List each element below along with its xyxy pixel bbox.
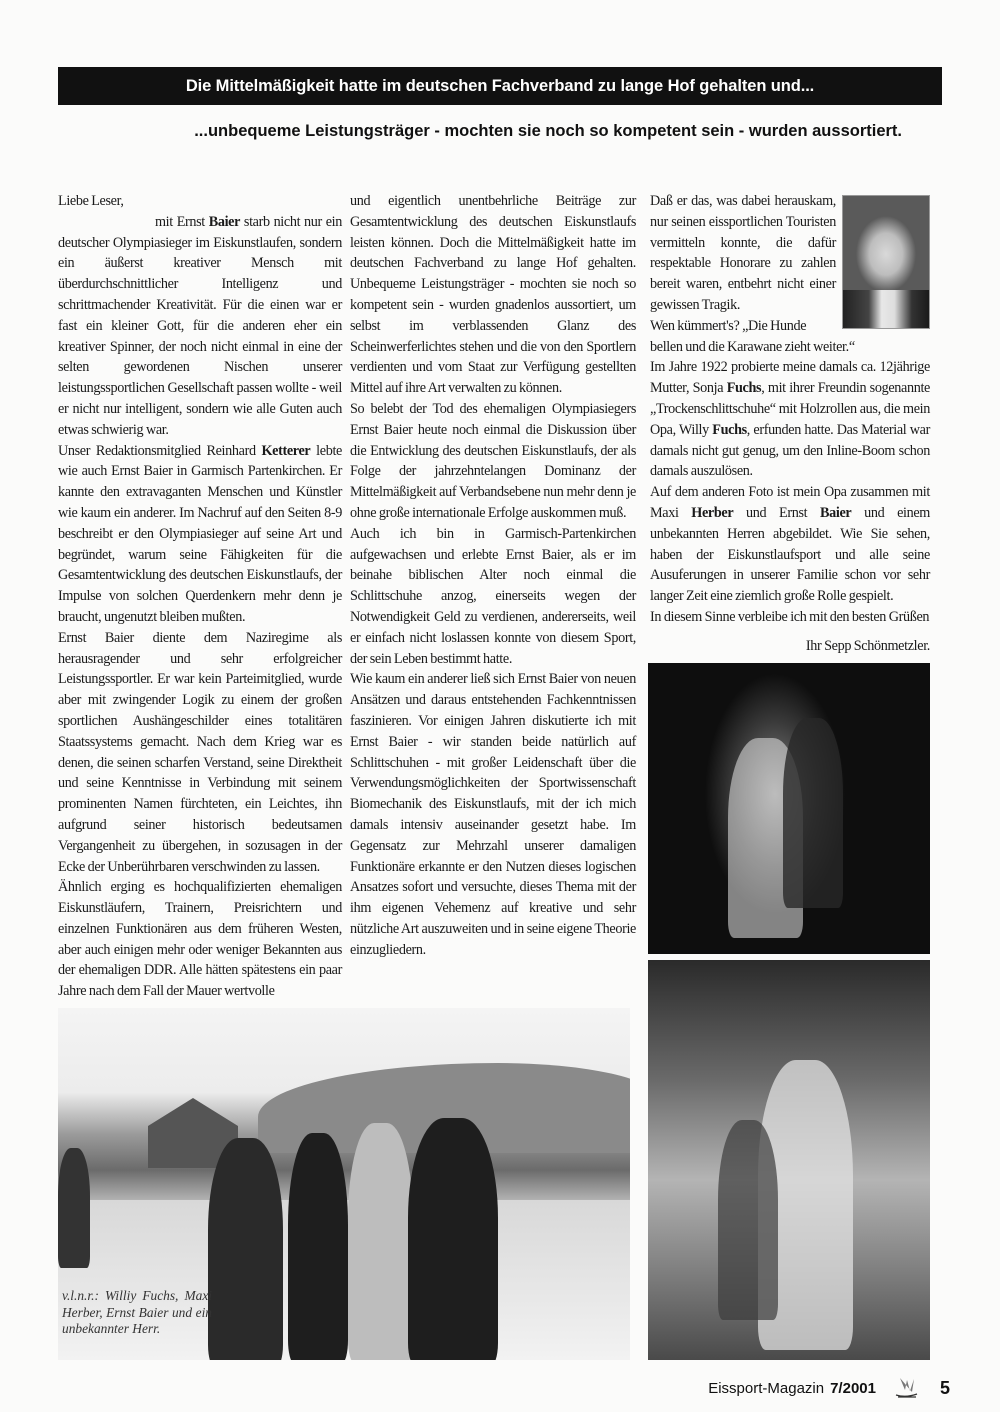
text: , mit ihrer Freundin sogenannte „Trockenschlittschuhe“ mit Holzrollen aus, die mein Opa, Willy: [650, 380, 930, 438]
paragraph: [58, 441, 342, 628]
page-number: 5: [939, 1377, 950, 1398]
paragraph: [650, 357, 930, 482]
author-portrait-photo: [842, 195, 930, 329]
girls-skating-photo: [648, 960, 930, 1360]
skate-logo-icon: [892, 1376, 920, 1400]
roller-skating-photo: [648, 663, 930, 954]
name-bold: Ketterer: [261, 442, 311, 459]
paragraph: So belebt der Tod des ehemaligen Olympiasiegers Ernst Baier heute noch einmal die Diskussion über die Entwicklung des deutschen Eiskunstlaufs, der als Folge der jahrzehntelangen Dominanz der Mittelmäßigkeit auf Verbandsebene nun mehr denn je ohne große internationale Erfolge auskommen muß.: [350, 400, 636, 521]
text: Auf dem anderen Foto ist mein Opa zusammen mit Maxi: [650, 484, 930, 521]
name-bold: Herber: [691, 504, 734, 521]
magazine-name: Eissport-Magazin: [708, 1379, 825, 1397]
text: und einem unbekannten Herren abgebildet. Wie Sie sehen, haben der Eiskunstlaufsport und alle seine Ausuferungen in unserer Familie schon vor sehr langer Zeit eine ziemlich große Rolle gespielt.: [650, 504, 930, 605]
text: Im Jahre 1922 probierte meine damals ca. 12jährige Mutter, Sonja: [650, 359, 930, 397]
paragraph: Ernst Baier diente dem Naziregime als herausragender und sehr erfolgreicher Leistungssportler. Er war kein Parteimitglied, wurde aber mit zwingender Logik zu einem der großen sportlichen Aushängeschilder eines totalitären Staatssystems gemacht. Nach dem Krieg war es denen, die seinen scharfen Verstand, seine Direktheit und seine Kenntnisse in Verbindung mit seinem prominenten Namen fürchteten, ein Leichtes, ihn aufgrund seiner historisch bedeutsamen Vergangenheit zu übergehen, in sozusagen in der Ecke der Unberührbaren verschwinden zu lassen.: [58, 629, 342, 875]
paragraph: [650, 482, 930, 607]
paragraph: Wie kaum ein anderer ließ sich Ernst Baier von neuen Ansätzen und daraus entstehenden Fachkenntnissen faszinieren. Vor einigen Jahren diskutierte ich mit Ernst Baier - wir standen beide natürlich auf Schlittschuhen - mit großer Leidenschaft über die Verwendungsmöglichkeiten der Sportwissenschaft Biomechanik des Eiskunstlaufs, mit der ich mich damals intensiv auseinander gesetzt habe. Im Gegensatz zur Mehrzahl unserer damaligen Funktionäre erkannte er den Nutzen dieses logischen Ansatzes sofort und versuchte, dieses Thema mit der ihm eigenen Vehemenz auf kreative und sehr nützliche Art auszuweiten und in seine eigene Theorie einzugliedern.: [350, 671, 636, 958]
photo-person: [58, 1148, 90, 1268]
text: mit Ernst: [155, 213, 209, 230]
subheadline: ...unbequeme Leistungsträger - mochten sie noch so kompetent sein - wurden aussortiert.: [194, 122, 902, 140]
name-bold: Baier: [208, 213, 241, 230]
photo-person: [288, 1133, 348, 1360]
photo-caption: v.l.n.r.: Williy Fuchs, Maxi Herber, Ernst Baier und ein unbekannter Herr.: [62, 1288, 212, 1336]
text: Unser Redaktionsmitglied Reinhard: [58, 442, 262, 459]
photo-person: [348, 1123, 413, 1360]
portrait-shoulders: [843, 290, 929, 328]
name-bold: Fuchs: [726, 380, 762, 397]
photo-girl-figure: [783, 718, 843, 908]
paragraph: Auch ich bin in Garmisch-Partenkirchen aufgewachsen und erlebte Ernst Baier, als er im beinahe biblischen Alter noch einmal die Schlittschuhe anzog, einerseits wegen der Notwendigkeit Geld zu verdienen, andererseits, weil er einfach nicht loslassen konnte von diesem Sport, der sein Leben bestimmt hatte.: [350, 525, 636, 667]
signature: Ihr Sepp Schönmetzler.: [805, 637, 930, 654]
text: lebte wie auch Ernst Baier in Garmisch Partenkirchen. Er kannte den extravaganten Menschen und Künstler wie kaum ein anderer. Im Nachruf auf den Seiten 8-9 beschreibt er den Olympiasieger auf seine Art und begründet, warum seine Fähigkeiten für die Gesamtentwicklung des deutschen Eiskunstlaufs, der Impulse von solchen Querdenkern mehr denn je braucht, ungenutzt bleiben mußten.: [58, 442, 342, 625]
paragraph: Wen kümmert's? „Die Hunde bellen und die Karawane zieht weiter.“: [650, 317, 855, 355]
headline-bar: [58, 67, 942, 105]
paragraph: und eigentlich unentbehrliche Beiträge zur Gesamtentwicklung des deutschen Eiskunstlaufs leisten können. Doch die Mittelmäßigkeit hatte im deutschen Fachverband zu lange Hof gehalten. Unbequeme Leistungsträger - mochten sie noch so kompetent sein - wurden gnadenlos aussortiert, um selbst im verblassenden Glanz des Scheinwerferlichtes stehen und die von den Sportlern verdienten und vom Staat zur Verfügung gestellten Mittel auf ihre Art verwalten zu können.: [350, 193, 636, 397]
photo-person: [408, 1118, 498, 1360]
name-bold: Baier: [820, 504, 852, 521]
salutation: Liebe Leser,: [58, 193, 124, 209]
photo-person: [208, 1138, 283, 1360]
paragraph: Daß er das, was dabei herauskam, nur seinen eissportlichen Touristen vermitteln konnte, die dafür respektable Honorare zu zahlen bereit waren, entbehrt nicht einer gewissen Tragik.: [650, 193, 836, 313]
text: und Ernst: [733, 504, 820, 521]
paragraph: Ähnlich erging es hochqualifizierten ehemaligen Eiskunstläufern, Trainern, Preisrichtern und einzelnen Funktionären aus dem früheren Westen, aber auch einigen mehr oder weniger Bekannten aus der ehemaligen DDR. Alle hätten spätestens ein paar Jahre nach dem Fall der Mauer wertvolle: [58, 879, 342, 1000]
page-footer: [600, 1375, 950, 1401]
headline: Die Mittelmäßigkeit hatte im deutschen Fachverband zu lange Hof gehalten und...: [185, 76, 815, 95]
text: starb nicht nur ein deutscher Olympiasieger im Eiskunstlaufen, sondern ein äußerst kreativer Mensch mit überdurchschnittlicher Intelligenz und schrittmachender Kreativität. Für die einen war er fast ein kleiner Gott, für die anderen eher ein kreativer Spinner, der noch nicht einmal in eine der selten gewordenen Nischen unserer leistungssportlichen Gesellschaft passen wollte - weil er nicht nur intelligent, sondern wie alle Guten auch etwas schwierig war.: [58, 213, 342, 438]
issue-number: 7/2001: [830, 1379, 876, 1397]
article-column-3: [650, 191, 930, 657]
paragraph: In diesem Sinne verbleibe ich mit den besten Grüßen: [650, 608, 930, 625]
text: , erfunden hatte. Das Material war damals nicht gut genug, um den Inline-Boom schon damals auszulösen.: [650, 421, 930, 480]
paragraph: [58, 212, 342, 441]
photo-girl-figure: [718, 1120, 778, 1320]
article-column-1: [58, 191, 342, 1002]
article-column-2: [350, 191, 636, 960]
name-bold: Fuchs: [712, 421, 747, 438]
